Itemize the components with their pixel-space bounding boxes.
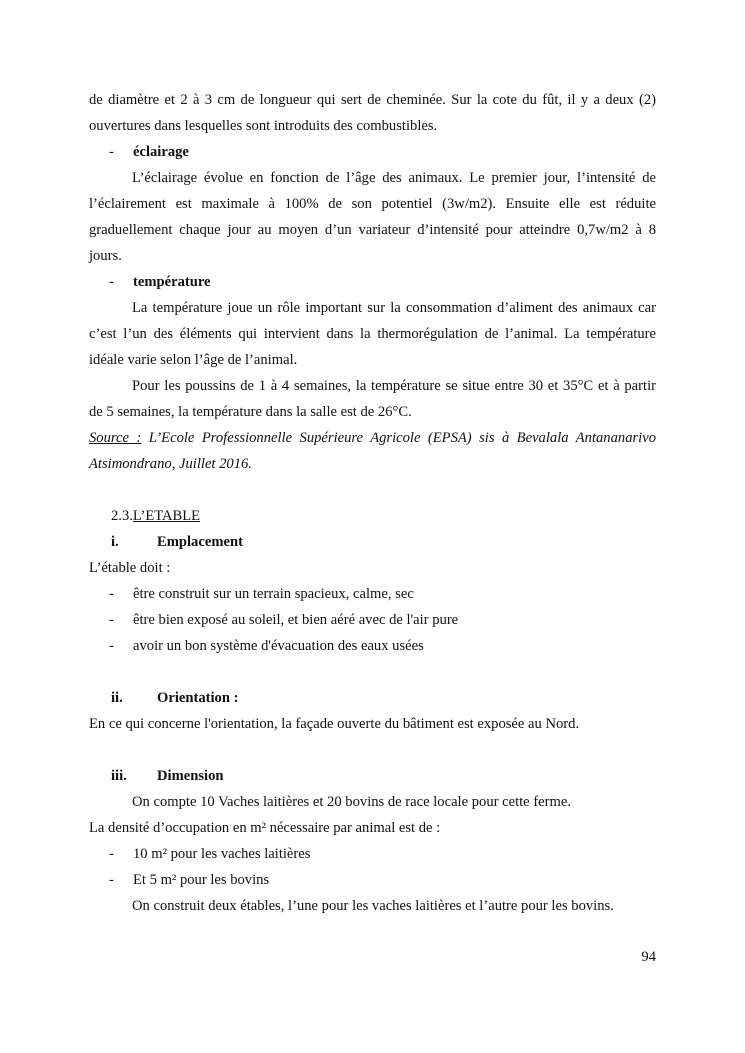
eclairage-line-2: l’éclairement est maximale à 100% de son potentiel (3w/m2). Ensuite elle est réduite	[89, 196, 656, 212]
dimension-numeral: iii.	[111, 768, 127, 784]
dimension-line-2: La densité d’occupation en m² nécessaire par animal est de :	[89, 820, 441, 836]
bullet-dash: -	[109, 638, 114, 654]
dimension-heading	[89, 763, 656, 789]
eclairage-line-3: graduellement chaque jour au moyen d’un variateur d’intensité pour atteindre 0,7w/m2 à 8	[89, 222, 656, 238]
list-item-text: avoir un bon système d'évacuation des eaux usées	[133, 638, 424, 654]
list-item-text: être construit sur un terrain spacieux, calme, sec	[133, 586, 414, 602]
dimension-closing: On construit deux étables, l’une pour les vaches laitières et l’autre pour les bovins.	[132, 898, 614, 914]
intro-line-1: de diamètre et 2 à 3 cm de longueur qui sert de cheminée. Sur la cote du fût, il y a deux (2)	[89, 92, 656, 108]
bullet-dash: -	[109, 274, 114, 290]
section-heading	[89, 503, 656, 529]
emplacement-numeral: i.	[111, 534, 119, 550]
source-line-2: Atsimondrano, Juillet 2016.	[89, 456, 252, 472]
temperature-para1-line-2: c’est l’un des éléments qui intervient dans la thermorégulation de l’animal. La température	[89, 326, 656, 342]
orientation-title: Orientation :	[157, 690, 239, 706]
bullet-dash: -	[109, 872, 114, 888]
list-item	[89, 633, 656, 659]
spacer	[89, 477, 656, 503]
emplacement-intro: L’étable doit :	[89, 560, 171, 576]
section-number: 2.3.	[111, 508, 133, 524]
eclairage-title: éclairage	[133, 144, 189, 160]
bullet-dash: -	[109, 846, 114, 862]
source-label: Source :	[89, 430, 142, 446]
temperature-para2-line-1: Pour les poussins de 1 à 4 semaines, la température se situe entre 30 et 35°C et à partir	[132, 378, 656, 394]
temperature-para1-line-1: La température joue un rôle important sur la consommation d’aliment des animaux car	[132, 300, 656, 316]
eclairage-line-1: L’éclairage évolue en fonction de l’âge des animaux. Le premier jour, l’intensité de	[132, 170, 656, 186]
eclairage-heading	[89, 139, 656, 165]
source-text: L’Ecole Professionnelle Supérieure Agricole (EPSA) sis à Bevalala Antananarivo	[141, 430, 656, 446]
emplacement-heading	[89, 529, 656, 555]
bullet-dash: -	[109, 144, 114, 160]
emplacement-title: Emplacement	[157, 534, 243, 550]
spacer	[89, 737, 656, 763]
page-content	[89, 87, 656, 919]
temperature-para1-line-3: idéale varie selon l’âge de l’animal.	[89, 352, 298, 368]
orientation-heading	[89, 685, 656, 711]
list-item-text: être bien exposé au soleil, et bien aéré avec de l'air pure	[133, 612, 459, 628]
section-title: L’ETABLE	[132, 508, 201, 524]
spacer	[89, 659, 656, 685]
temperature-heading	[89, 269, 656, 295]
eclairage-line-4: jours.	[89, 248, 122, 264]
list-item	[89, 867, 656, 893]
intro-line-2: ouvertures dans lesquelles sont introduits des combustibles.	[89, 118, 438, 134]
list-item-text: 10 m² pour les vaches laitières	[133, 846, 311, 862]
orientation-numeral: ii.	[111, 690, 123, 706]
list-item	[89, 581, 656, 607]
page-number: 94	[641, 949, 656, 965]
temperature-para2-line-2: de 5 semaines, la température dans la salle est de 26°C.	[89, 404, 412, 420]
dimension-line-1: On compte 10 Vaches laitières et 20 bovins de race locale pour cette ferme.	[132, 794, 571, 810]
source-line-1	[89, 425, 656, 451]
list-item-text: Et 5 m² pour les bovins	[133, 872, 270, 888]
bullet-dash: -	[109, 586, 114, 602]
dimension-title: Dimension	[157, 768, 224, 784]
bullet-dash: -	[109, 612, 114, 628]
temperature-title: température	[133, 274, 211, 290]
list-item	[89, 841, 656, 867]
orientation-text: En ce qui concerne l'orientation, la façade ouverte du bâtiment est exposée au Nord.	[89, 716, 580, 732]
list-item	[89, 607, 656, 633]
